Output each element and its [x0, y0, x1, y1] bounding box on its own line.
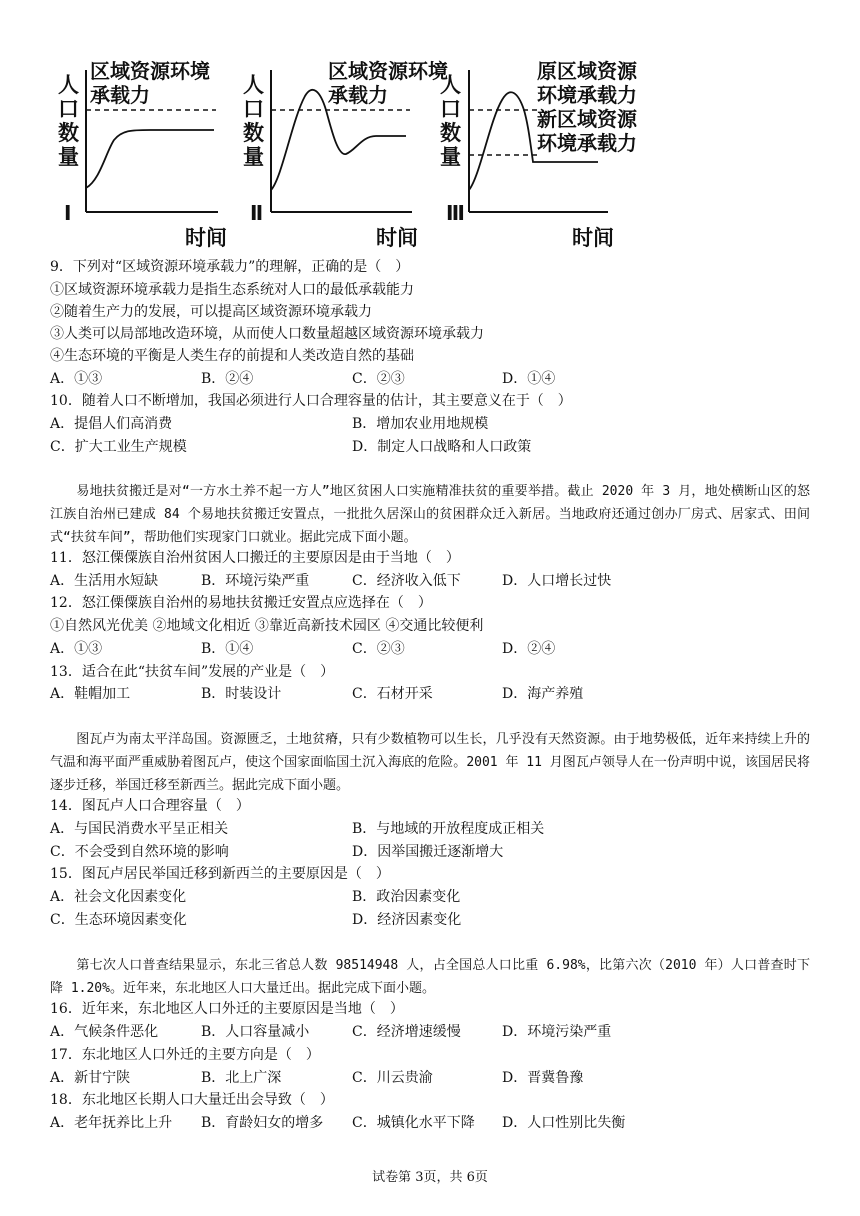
- question-12-items: ①自然风光优美 ②地域文化相近 ③靠近高新技术园区 ④交通比较便利: [50, 618, 484, 634]
- question-9-item-1: ①区域资源环境承载力是指生态系统对人口的最低承载能力: [50, 282, 414, 298]
- question-17-option-a[interactable]: A．新甘宁陕: [50, 1070, 131, 1086]
- question-18-stem: 18．东北地区长期人口大量迁出会导致（ ）: [50, 1092, 334, 1108]
- figure-2-roman: Ⅱ: [250, 201, 264, 225]
- question-17-option-b[interactable]: B．北上广深: [201, 1070, 282, 1086]
- figure-3-ylabel-4: 量: [440, 145, 461, 169]
- question-16-option-b[interactable]: B．人口容量减小: [201, 1024, 310, 1040]
- question-15-option-b[interactable]: B．政治因素变化: [352, 889, 461, 905]
- population-capacity-figures: [0, 40, 860, 255]
- question-16-option-d[interactable]: D．环境污染严重: [502, 1024, 612, 1040]
- question-9-stem: 9．下列对“区域资源环境承载力”的理解，正确的是（ ）: [50, 259, 410, 275]
- question-16-option-c[interactable]: C．经济增速缓慢: [352, 1024, 461, 1040]
- question-13-option-a[interactable]: A．鞋帽加工: [50, 686, 131, 702]
- question-15-option-c[interactable]: C．生态环境因素变化: [50, 912, 187, 928]
- question-18-option-c[interactable]: C．城镇化水平下降: [352, 1115, 475, 1131]
- figure-3-roman: Ⅲ: [446, 201, 465, 225]
- question-15-option-d[interactable]: D．经济因素变化: [352, 912, 462, 928]
- figure-3-xlabel: 时间: [572, 226, 614, 250]
- question-13-option-b[interactable]: B．时装设计: [201, 686, 282, 702]
- question-16-option-a[interactable]: A．气候条件恶化: [50, 1024, 159, 1040]
- figure-1-xlabel: 时间: [185, 226, 227, 250]
- figure-1-ylabel-2: 口: [58, 97, 79, 121]
- figure-2-ylabel-3: 数: [243, 121, 264, 145]
- question-11-option-c[interactable]: C．经济收入低下: [352, 573, 461, 589]
- figure-3-ylabel-3: 数: [440, 121, 461, 145]
- passage-tuvalu-text: 图瓦卢为南太平洋岛国。资源匮乏，土地贫瘠，只有少数植物可以生长，几乎没有天然资源。由于地势极低，近年来持续上升的气温和海平面严重威胁着图瓦卢，使这个国家面临国土沉入海底的危险。2001 年 11 月图瓦卢领导人在一份声明中说，该国居民将逐步迁移，举国迁移至新西兰。据此完成下面小题。: [50, 732, 810, 793]
- figure-2-ylabel-2: 口: [243, 97, 264, 121]
- question-14-option-d[interactable]: D．因举国搬迁逐渐增大: [352, 844, 504, 860]
- question-17-option-d[interactable]: D．晋冀鲁豫: [502, 1070, 584, 1086]
- figure-1-label-1: 区域资源环境: [90, 59, 210, 83]
- question-16-stem: 16．近年来，东北地区人口外迁的主要原因是当地（ ）: [50, 1001, 404, 1017]
- question-9-option-b[interactable]: B．②④: [201, 371, 254, 387]
- figure-2-xlabel: 时间: [376, 226, 418, 250]
- question-12-option-d[interactable]: D．②④: [502, 641, 556, 657]
- question-13-option-c[interactable]: C．石材开采: [352, 686, 433, 702]
- question-10-stem: 10．随着人口不断增加，我国必须进行人口合理容量的估计，其主要意义在于（ ）: [50, 393, 572, 409]
- question-14-stem: 14．图瓦卢人口合理容量（ ）: [50, 798, 250, 814]
- figure-2: [243, 59, 448, 250]
- figure-3: [440, 59, 638, 250]
- question-12-stem: 12．怒江傈僳族自治州的易地扶贫搬迁安置点应选择在（ ）: [50, 595, 432, 611]
- question-9-item-3: ③人类可以局部地改造环境，从而使人口数量超越区域资源环境承载力: [50, 326, 484, 342]
- figure-1-label-2: 承载力: [90, 83, 150, 107]
- question-11-option-b[interactable]: B．环境污染严重: [201, 573, 310, 589]
- question-9-item-4: ④生态环境的平衡是人类生存的前提和人类改造自然的基础: [50, 348, 414, 364]
- figure-1-ylabel-4: 量: [58, 145, 79, 169]
- figure-1-ylabel-1: 人: [58, 73, 79, 97]
- figure-2-label-2: 承载力: [328, 83, 388, 107]
- question-18-option-d[interactable]: D．人口性别比失衡: [502, 1115, 626, 1131]
- question-9-item-2: ②随着生产力的发展，可以提高区域资源环境承载力: [50, 304, 372, 320]
- question-18-option-b[interactable]: B．育龄妇女的增多: [201, 1115, 324, 1131]
- question-18-option-a[interactable]: A．老年抚养比上升: [50, 1115, 173, 1131]
- question-12-option-c[interactable]: C．②③: [352, 641, 405, 657]
- passage-relocation-text: 易地扶贫搬迁是对“一方水土养不起一方人”地区贫困人口实施精准扶贫的重要举措。截止 2020 年 3 月，地处横断山区的怒江族自治州已建成 84 个易地扶贫搬迁安置点，一批批久居深山的贫困群众迁入新居。当地政府还通过创办厂房式、居家式、田间式“扶贫车间”，帮助他们实现家门口就业。据此完成下面小题。: [50, 484, 810, 545]
- figure-1-roman: Ⅰ: [64, 201, 72, 225]
- question-17-stem: 17．东北地区人口外迁的主要方向是（ ）: [50, 1047, 320, 1063]
- question-11-option-d[interactable]: D．人口增长过快: [502, 573, 612, 589]
- passage-relocation: [50, 480, 810, 549]
- passage-tuvalu: [50, 728, 810, 797]
- figure-1: [58, 59, 227, 250]
- question-14-option-c[interactable]: C．不会受到自然环境的影响: [50, 844, 229, 860]
- figure-3-label-4: 环境承载力: [537, 131, 637, 155]
- figure-3-label-2: 环境承载力: [537, 83, 637, 107]
- page-footer: 试卷第 3页，共 6页: [372, 1170, 488, 1185]
- question-10-option-c[interactable]: C．扩大工业生产规模: [50, 439, 187, 455]
- question-9-option-a[interactable]: A．①③: [50, 371, 103, 387]
- question-10-option-d[interactable]: D．制定人口战略和人口政策: [352, 439, 532, 455]
- passage-northeast: [50, 954, 810, 1000]
- question-12-option-b[interactable]: B．①④: [201, 641, 254, 657]
- question-14-option-b[interactable]: B．与地域的开放程度成正相关: [352, 821, 545, 837]
- question-11-stem: 11．怒江傈僳族自治州贫困人口搬迁的主要原因是由于当地（ ）: [50, 550, 460, 566]
- figure-3-label-1: 原区域资源: [537, 59, 637, 83]
- question-15-option-a[interactable]: A．社会文化因素变化: [50, 889, 187, 905]
- question-17-option-c[interactable]: C．川云贵渝: [352, 1070, 433, 1086]
- question-11-option-a[interactable]: A．生活用水短缺: [50, 573, 159, 589]
- question-9-option-c[interactable]: C．②③: [352, 371, 405, 387]
- figure-3-label-3: 新区域资源: [537, 107, 637, 131]
- question-10-option-a[interactable]: A．提倡人们高消费: [50, 416, 173, 432]
- figure-3-ylabel-2: 口: [440, 97, 461, 121]
- question-9-option-d[interactable]: D．①④: [502, 371, 556, 387]
- question-15-stem: 15．图瓦卢居民举国迁移到新西兰的主要原因是（ ）: [50, 866, 390, 882]
- figure-3-ylabel-1: 人: [440, 73, 461, 97]
- question-12-option-a[interactable]: A．①③: [50, 641, 103, 657]
- passage-northeast-text: 第七次人口普查结果显示，东北三省总人数 98514948 人，占全国总人口比重 6.98%，比第六次（2010 年）人口普查时下降 1.20%。近年来，东北地区人口大量迁出。据此完成下面小题。: [50, 958, 810, 996]
- figure-1-ylabel-3: 数: [58, 121, 79, 145]
- question-14-option-a[interactable]: A．与国民消费水平呈正相关: [50, 821, 229, 837]
- question-10-option-b[interactable]: B．增加农业用地规模: [352, 416, 489, 432]
- figure-2-ylabel-1: 人: [243, 73, 264, 97]
- figure-2-ylabel-4: 量: [243, 145, 264, 169]
- question-13-stem: 13．适合在此“扶贫车间”发展的产业是（ ）: [50, 664, 335, 680]
- figure-1-population-curve: [86, 130, 214, 188]
- figure-2-label-1: 区域资源环境: [328, 59, 448, 83]
- question-13-option-d[interactable]: D．海产养殖: [502, 686, 584, 702]
